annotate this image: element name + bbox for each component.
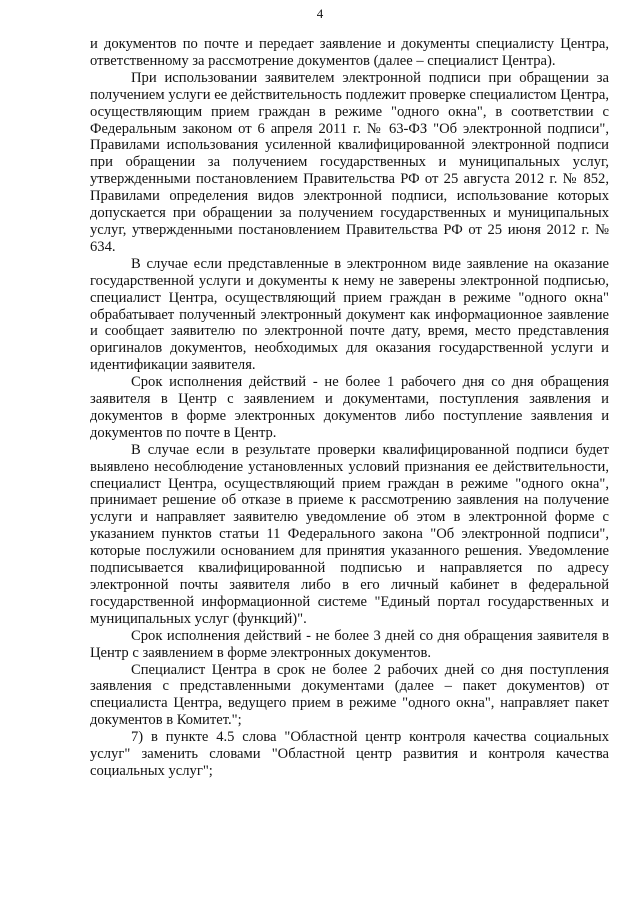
paragraph-invalid-signature: В случае если в результате проверки квалифицированной подписи будет выявлено несоблюдение установленных условий признания ее действительности, специалист Центра, осуществляющий прием граждан в режиме "одного окна", принимает решение об отказе в приеме к рассмотрению заявления на получение услуги и направляет заявителю уведомление об этом в электронной форме с указанием пунктов статьи 11 Федерального закона "Об электронной подписи", которые послужили основанием для принятия указанного решения. Уведомление подписывается квалифицированной подписью и направляется по адресу электронной почты заявителя либо в его личный кабинет в федеральной государственной информационной системе "Единый портал государственных и муниципальных услуг (функций)". [90, 441, 609, 627]
paragraph-continuation: и документов по почте и передает заявление и документы специалисту Центра, ответственному за рассмотрение документов (далее – специалист Центра). [90, 36, 609, 69]
document-body [90, 36, 609, 780]
paragraph-item-7: 7) в пункте 4.5 слова "Областной центр контроля качества социальных услуг" заменить словами "Областной центр развития и контроля качества социальных услуг"; [90, 729, 609, 779]
paragraph-deadline-3-days: Срок исполнения действий - не более 3 дней со дня обращения заявителя в Центр с заявлением в форме электронных документов. [90, 627, 609, 661]
paragraph-unsigned-application: В случае если представленные в электронном виде заявление на оказание государственной услуги и документы к нему не заверены электронной подписью, специалист Центра, осуществляющий прием граждан в режиме "одного окна" обрабатывает полученный электронный документ как информационное заявление и сообщает заявителю по электронной почте дату, время, место представления оригиналов документов, необходимых для оказания государственной услуги и идентификации заявителя. [90, 255, 609, 374]
paragraph-document-package: Специалист Центра в срок не более 2 рабочих дней со дня поступления заявления с представленными документами (далее – пакет документов) от специалиста Центра, ведущего прием в режиме "одного окна", направляет пакет документов в Комитет."; [90, 661, 609, 729]
paragraph-electronic-signature-check: При использовании заявителем электронной подписи при обращении за получением услуги ее действительность подлежит проверке специалистом Центра, осуществляющим прием граждан в режиме "одного окна", в соответствии с Федеральным законом от 6 апреля 2011 г. № 63-ФЗ "Об электронной подписи", Правилами использования усиленной квалифицированной электронной подписи при обращении за получением государственных и муниципальных услуг, утвержденными постановлением Правительства РФ от 25 августа 2012 г. № 852, Правилами определения видов электронной подписи, использование которых допускается при обращении за получением государственных и муниципальных услуг, утвержденными постановлением Правительства РФ от 25 июня 2012 г. № 634. [90, 69, 609, 255]
paragraph-deadline-1-day: Срок исполнения действий - не более 1 рабочего дня со дня обращения заявителя в Центр с заявлением и документами, поступления заявления и документов в форме электронных документов либо поступление заявления и документов по почте в Центр. [90, 374, 609, 441]
page-number: 4 [316, 6, 324, 21]
